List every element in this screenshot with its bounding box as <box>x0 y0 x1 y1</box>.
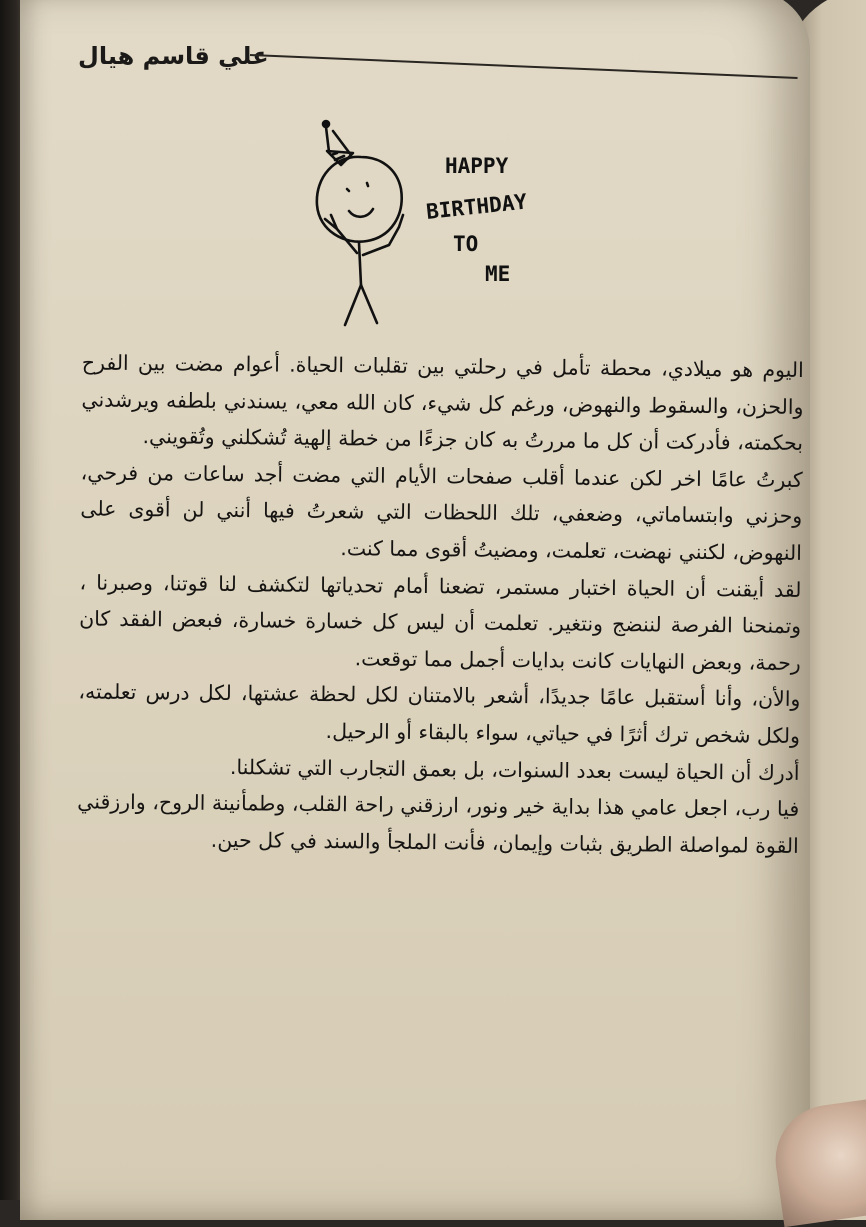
paragraph-5: أدرك أن الحياة ليست بعدد السنوات، بل بعمق التجارب التي تشكلنا. <box>229 754 800 785</box>
book-page <box>20 0 810 1220</box>
header-rule <box>250 54 798 79</box>
paragraph-2: كبرتُ عامًا اخر لكن عندما أقلب صفحات الأيام التي مضت أجد ساعات من فرحي، وحزني وابتساماتي، وضعفي، تلك اللحظات التي شعرتُ فيها أنني لن أقوى على النهوض، لكنني نهضت، تعلمت، ومضيتُ أقوى مما كنت. <box>80 460 803 565</box>
paragraph-6: فيا رب، اجعل عامي هذا بداية خير ونور، ارزقني راحة القلب، وطمأنينة الروح، وارزقني القوة لمواصلة الطريق بثبات وإيمان، فأنت الملجأ والسند في كل حين. <box>77 789 800 858</box>
happy-birthday-text <box>425 154 528 286</box>
stick-figure-icon <box>317 157 403 325</box>
author-name: علي قاسم هيال <box>78 42 269 70</box>
page-body-text <box>77 344 804 864</box>
text-me: ME <box>485 262 511 286</box>
text-birthday: BIRTHDAY <box>425 189 529 224</box>
text-happy: HAPPY <box>445 154 509 178</box>
paragraph-4: والأن، وأنا أستقبل عامًا جديدًا، أشعر بالامتنان لكل لحظة عشتها، لكل درس تعلمته، ولكل شخص ترك أثرًا في حياتي، سواء بالبقاء أو الرحيل. <box>78 679 801 748</box>
paragraph-1: اليوم هو ميلادي، محطة تأمل في رحلتي بين تقلبات الحياة. أعوام مضت بين الفرح والحزن، والسقوط والنهوض، ورغم كل شيء، كان الله معي، يسندني بلطفه ويرشدني بحكمته، فأدركت أن كل ما مررتُ به كان جزءًا من خطة إلهية تُشكلني وتُقويني. <box>81 350 804 456</box>
paragraph-3: لقد أيقنت أن الحياة اختبار مستمر، تضعنا أمام تحدياتها لتكشف لنا قوتنا، وصبرنا ، وتمنحنا الفرصة لننضج ونتغير. تعلمت أن ليس كل خسارة خسارة، فبعض الفقد كان رحمة، وبعض النهايات كانت بدايات أجمل مما توقعت. <box>79 569 802 675</box>
text-to: TO <box>453 232 479 256</box>
birthday-doodle <box>305 115 565 345</box>
